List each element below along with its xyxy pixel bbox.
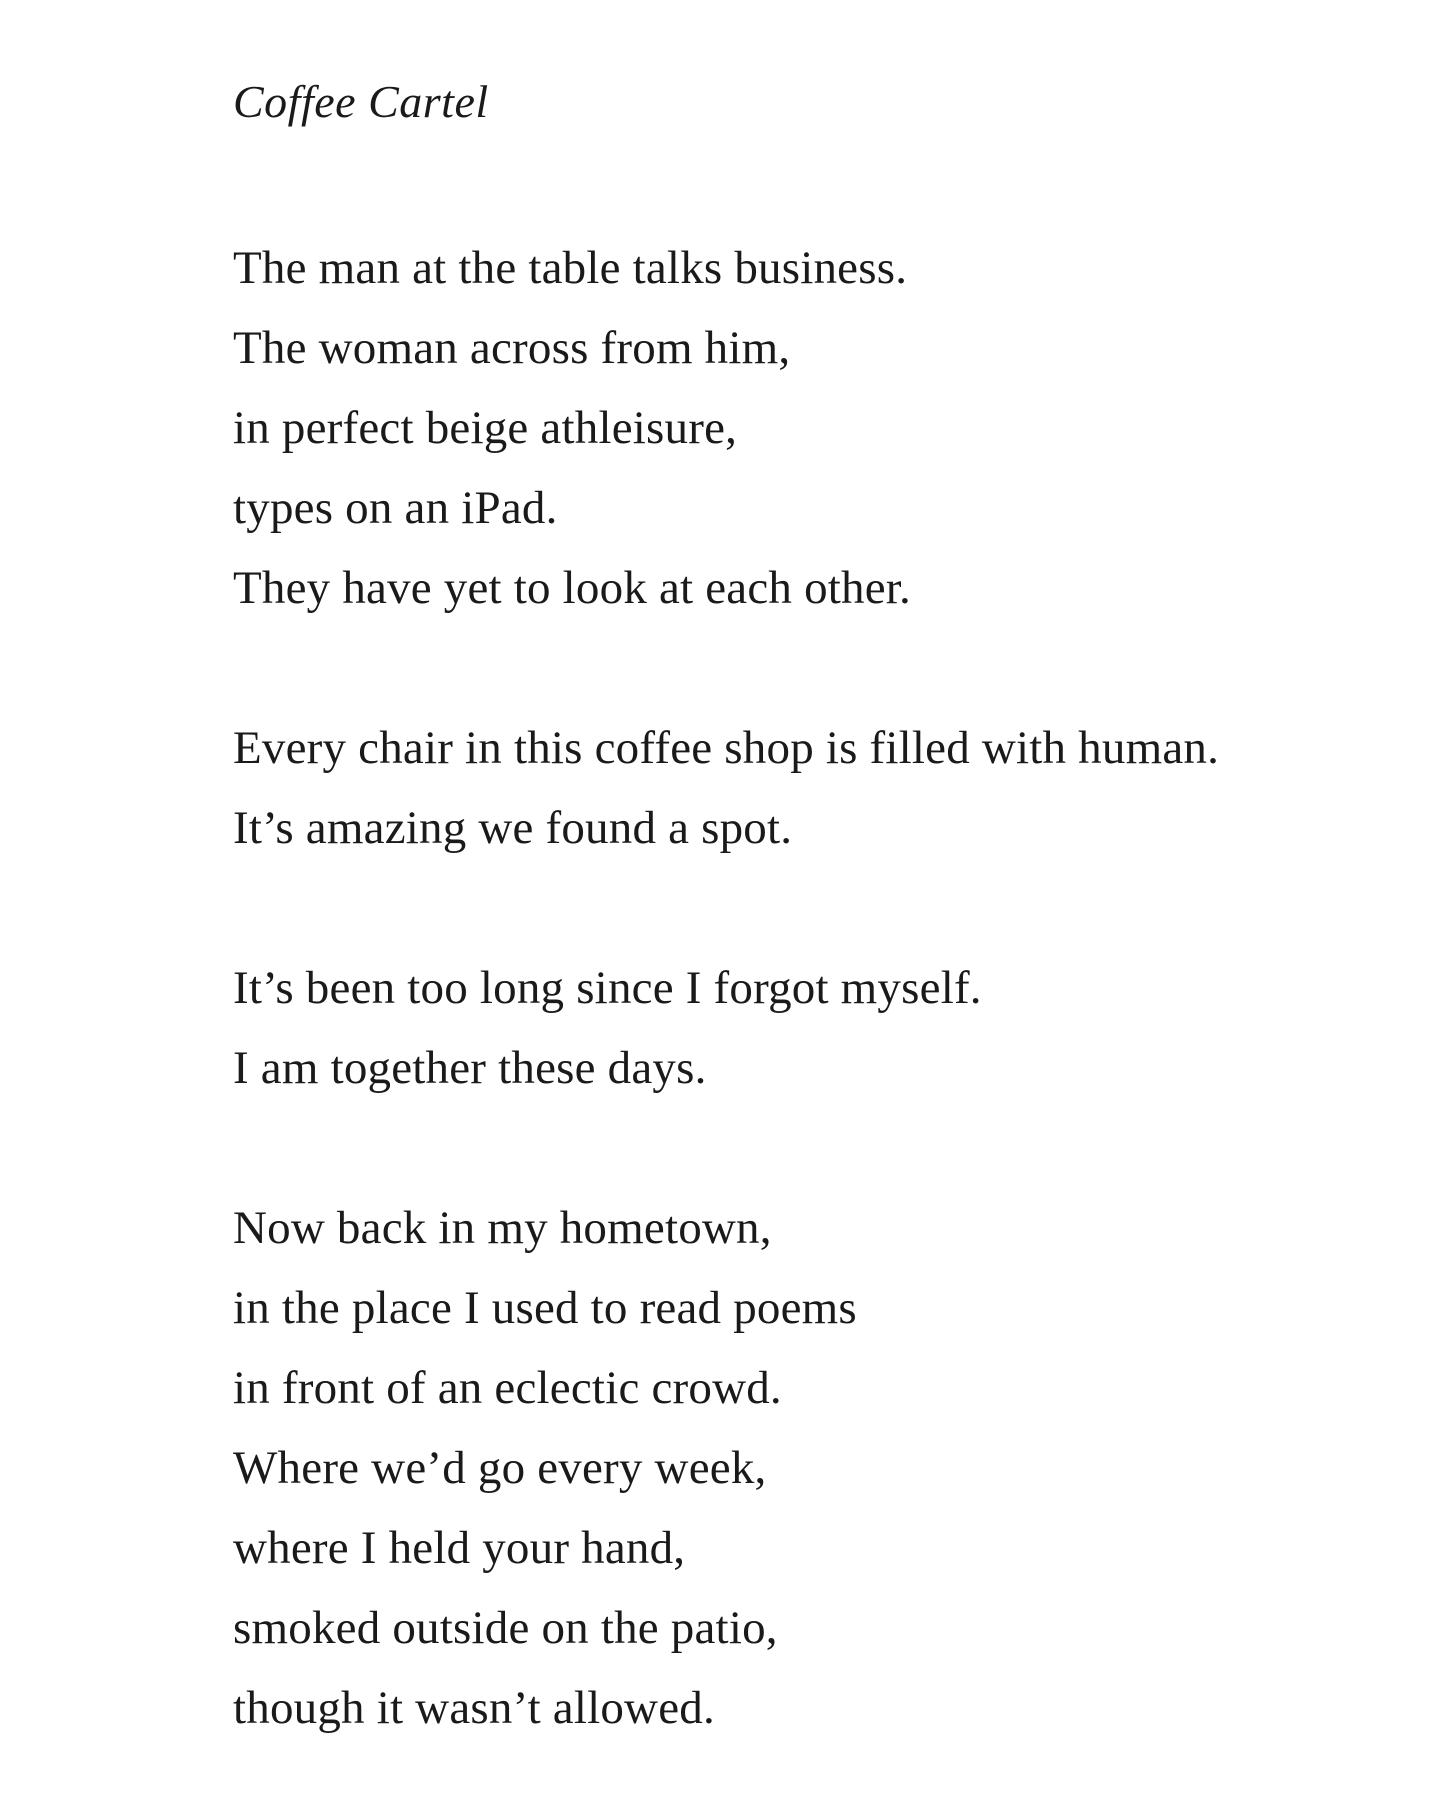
- poem-body: [233, 228, 1383, 1748]
- poem-line: Now back in my hometown,: [233, 1202, 772, 1254]
- poem-line: It’s amazing we found a spot.: [233, 802, 793, 854]
- poem-line: types on an iPad.: [233, 482, 558, 534]
- poem-line: where I held your hand,: [233, 1522, 686, 1574]
- poem-line: The woman across from him,: [233, 322, 791, 374]
- poem-line: in front of an eclectic crowd.: [233, 1362, 782, 1414]
- poem-line: The man at the table talks business.: [233, 242, 908, 294]
- poem-line: smoked outside on the patio,: [233, 1602, 778, 1654]
- stanza-4: [233, 1188, 1383, 1748]
- poem-line: They have yet to look at each other.: [233, 562, 912, 614]
- poem-line: in perfect beige athleisure,: [233, 402, 738, 454]
- poem-line: I am together these days.: [233, 1042, 707, 1094]
- poem-line: though it wasn’t allowed.: [233, 1682, 715, 1734]
- poem-title: Coffee Cartel: [233, 76, 489, 127]
- stanza-1: [233, 228, 1383, 628]
- poem-line: Where we’d go every week,: [233, 1442, 767, 1494]
- poem-line: It’s been too long since I forgot myself.: [233, 962, 982, 1014]
- poem-line: Every chair in this coffee shop is filled with human.: [233, 722, 1220, 774]
- stanza-3: [233, 948, 1383, 1108]
- poem-line: in the place I used to read poems: [233, 1282, 857, 1334]
- stanza-2: [233, 708, 1383, 868]
